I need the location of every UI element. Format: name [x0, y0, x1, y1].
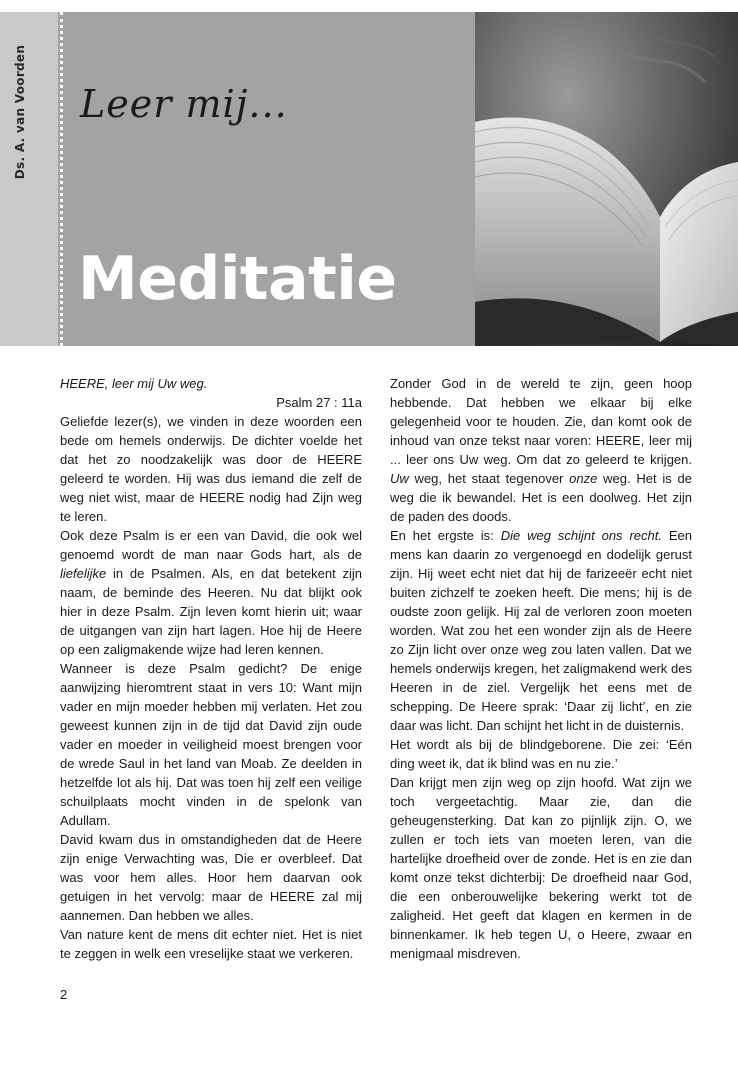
author-strip — [0, 12, 58, 346]
paragraph: Wanneer is deze Psalm gedicht? De enige aanwijzing hieromtrent staat in vers 10: Want mijn vader en mijn moeder hebben mij verlaten. Het zou geweest kunnen zijn in de tijd dat David zijn oude vader en moeder in veiligheid moest brengen voor de wrede Saul in het land van Moab. Ze deelden in hetzelfde lot als hij. Dat was toen hij zelf een veilige schuilplaats mocht vinden in de spelonk van Adullam. — [60, 661, 362, 828]
right-column — [390, 374, 692, 963]
paragraph: Het wordt als bij de blindgeborene. Die zei: ‘Eén ding weet ik, dat ik blind was en nu zie.’ — [390, 737, 692, 771]
dotted-divider — [60, 12, 63, 346]
page-title: Meditatie — [78, 244, 397, 314]
paragraph: David kwam dus in omstandigheden dat de Heere zijn enige Verwachting was, Die er overbleef. Dat was voor hem alles. Hoor hem daarvan ook getuigen in het vervolg: maar de HEERE zal mij aannemen. Dan hebben we alles. — [60, 832, 362, 923]
page-number: 2 — [60, 987, 68, 1002]
paragraph: Van nature kent de mens dit echter niet. Het is niet te zeggen in welk een vreselijke staat we verkeren. — [60, 927, 362, 961]
scripture-quote: HEERE, leer mij Uw weg. — [60, 376, 208, 391]
paragraph: Ook deze Psalm is er een van David, die ook wel genoemd wordt de man naar Gods hart, als de liefelijke in de Psalmen. Als, en dat betekent zijn naam, de beminde des Heeren. Nu dat blijkt ook hier in deze Psalm. Zijn leven komt hierin uit; waar de uitgangen van zijn hart lagen. Hoe hij de Heere op een zaligmakende wijze had leren kennen. — [60, 528, 362, 657]
subtitle: Leer mij... — [80, 82, 288, 126]
paragraph: Dan krijgt men zijn weg op zijn hoofd. Wat zijn we toch vergeetachtig. Maar zie, dan die geheugensterking. Dat kan zo pijnlijk zijn. O, we zullen er toch iets van moeten leren, van die hartelijke droefheid over de zonde. Het is en zie dan komt onze tekst dichterbij: De droefheid naar God, die een onberouwelijke bekering werkt tot de zaligheid. Het geeft dat klagen en kermen in de binnenkamer. Ik heb tegen U, o Heere, zwaar en menigmaal misdreven. — [390, 775, 692, 961]
open-book-photo — [475, 12, 738, 346]
paragraph: En het ergste is: Die weg schijnt ons recht. Een mens kan daarin zo vergenoegd en dodelijk gerust zijn. Hij weet echt niet dat hij de farizeeër echt niet buiten zichzelf te zoeken heeft. Die mens; hij is de oudste zoon gelijk. Hij zal de verloren zoon moeten worden. Wat zou het een wonder zijn als de Heere zo Zijn licht over onze weg zou laten vallen. Dat we hemels onderwijs kregen, het zaligmakend werk des Heeren in de ziel. Vergelijk het eens met de schepping. De Heere sprak: ‘Daar zij licht’, en zie daar was licht. Dan schijnt het licht in de duisternis. — [390, 528, 692, 733]
paragraph: Zonder God in de wereld te zijn, geen hoop hebbende. Dat hebben we elkaar bij elke gelegenheid voor te houden. Zie, dan komt ook de inhoud van onze tekst naar voren: HEERE, leer mij ... leer ons Uw weg. Om dat zo geleerd te krijgen. Uw weg, het staat tegenover onze weg. Het is de weg die ik bewandel. Het is een doolweg. Het zijn de paden des doods. — [390, 376, 692, 524]
author-name: Ds. A. van Voorden — [13, 44, 27, 180]
left-column — [60, 374, 362, 963]
paragraph: Geliefde lezer(s), we vinden in deze woorden een bede om hemels onderwijs. De dichter voelde het dat het zo noodzakelijk was door de HEERE geleerd te worden. Hij was dus iemand die zelf de weg niet wist, maar de HEERE nodig had Zijn weg te leren. — [60, 414, 362, 524]
scripture-reference: Psalm 27 : 11a — [276, 395, 362, 410]
header-banner — [0, 12, 738, 346]
